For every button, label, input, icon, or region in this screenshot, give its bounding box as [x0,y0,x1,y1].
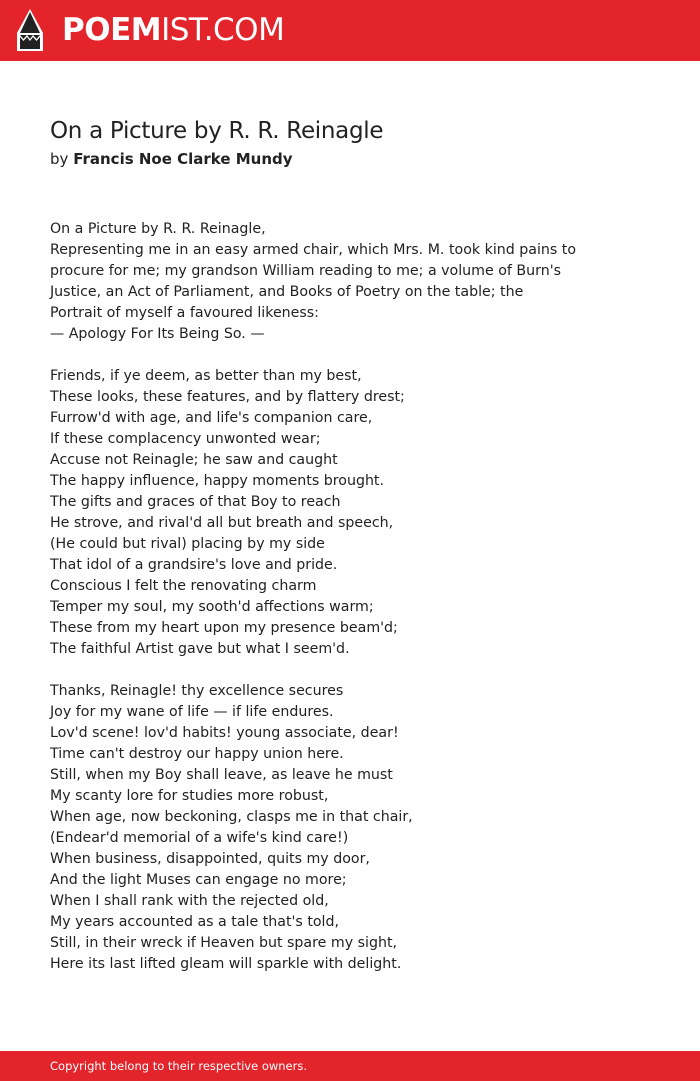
poem-line: Lov'd scene! lov'd habits! young associate, dear! [50,725,399,741]
poem-line: Conscious I felt the renovating charm [50,578,317,594]
stanza-break [50,345,650,366]
poem-author: Francis Noe Clarke Mundy [73,150,293,168]
stanza-break [50,660,650,681]
poem-line: My years accounted as a tale that's told, [50,914,340,930]
poem-line: Thanks, Reinagle! thy excellence secures [50,683,344,699]
poem-line: — Apology For Its Being So. — [50,326,265,342]
poem-body [50,219,650,975]
pencil-icon [17,9,43,51]
poem-line: Portrait of myself a favoured likeness: [50,305,319,321]
site-footer [0,1051,700,1081]
byline [50,149,293,169]
poem-line: Justice, an Act of Parliament, and Books of Poetry on the table; the [50,284,524,300]
poem-line: Time can't destroy our happy union here. [50,746,344,762]
poem-line: He strove, and rival'd all but breath and speech, [50,515,394,531]
poem-line: On a Picture by R. R. Reinagle, [50,221,266,237]
poem-line: (He could but rival) placing by my side [50,536,325,552]
poem-line: The happy influence, happy moments brought. [50,473,385,489]
poem-line: That idol of a grandsire's love and pride. [50,557,338,573]
poem-line: My scanty lore for studies more robust, [50,788,329,804]
by-label: by [50,150,69,168]
poem-line: Still, in their wreck if Heaven but spare my sight, [50,935,398,951]
site-logo[interactable] [62,12,284,48]
poem-line: These looks, these features, and by flattery drest; [50,389,405,405]
poem-line: If these complacency unwonted wear; [50,431,321,447]
poem-line: (Endear'd memorial of a wife's kind care!) [50,830,349,846]
poem-line: And the light Muses can engage no more; [50,872,347,888]
poem-line: The faithful Artist gave but what I seem'd. [50,641,350,657]
poem-line: Still, when my Boy shall leave, as leave he must [50,767,393,783]
poem-line: Joy for my wane of life — if life endures. [50,704,334,720]
poem-line: Furrow'd with age, and life's companion care, [50,410,373,426]
copyright-text: Copyright belong to their respective owners. [50,1059,308,1073]
poem-line: When business, disappointed, quits my door, [50,851,370,867]
logo-light-text: IST.COM [161,12,285,48]
poem-line: When I shall rank with the rejected old, [50,893,329,909]
logo-bold-text: POEM [62,12,162,48]
poem-line: The gifts and graces of that Boy to reach [50,494,341,510]
poem-line: When age, now beckoning, clasps me in that chair, [50,809,413,825]
poem-line: Accuse not Reinagle; he saw and caught [50,452,338,468]
poem-line: Here its last lifted gleam will sparkle with delight. [50,956,402,972]
poem-line: Friends, if ye deem, as better than my best, [50,368,362,384]
poem-line: Temper my soul, my sooth'd affections warm; [50,599,374,615]
poem-line: procure for me; my grandson William reading to me; a volume of Burn's [50,263,561,279]
poem-line: Representing me in an easy armed chair, which Mrs. M. took kind pains to [50,242,577,258]
poem-title: On a Picture by R. R. Reinagle [50,118,384,144]
site-header [0,0,700,61]
poem-line: These from my heart upon my presence beam'd; [50,620,398,636]
